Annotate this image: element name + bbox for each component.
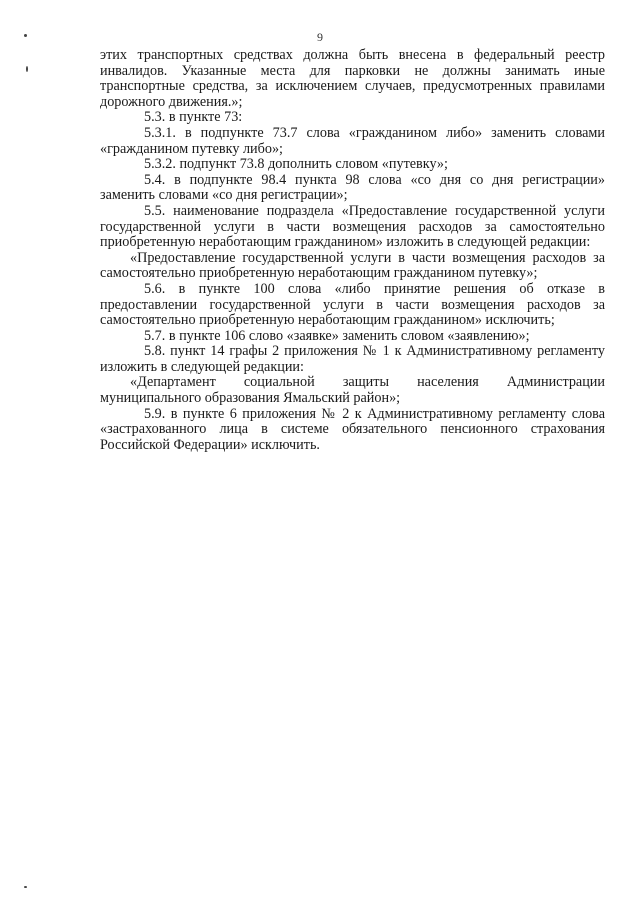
paragraph-5-3: 5.3. в пункте 73:: [144, 109, 243, 126]
document-body: [100, 48, 605, 453]
paragraph-5-9: 5.9. в пункте 6 приложения № 2 к Административному регламенту слова «застрахованного лица в системе обязательного пенсионного страхования Российской Федерации» исключить.: [100, 405, 605, 453]
paragraph-5-3-1: 5.3.1. в подпункте 73.7 слова «гражданином либо» заменить словами «гражданином путевку либо»;: [100, 124, 605, 157]
paragraph-quoted-department: «Департамент социальной защиты населения Администрации муниципального образования Ямальский район»;: [100, 374, 605, 407]
scan-dot-side: [26, 66, 28, 72]
paragraph-5-7: 5.7. в пункте 106 слово «заявке» заменить словом «заявлению»;: [144, 327, 530, 344]
scan-dot-bottom: [24, 886, 27, 888]
paragraph-5-5: 5.5. наименование подраздела «Предоставление государственной услуги государственной услуги в части возмещения расходов за самостоятельно приобретенную неработающим гражданином» изложить в следующей редакции:: [100, 202, 605, 251]
paragraph-quoted-title: «Предоставление государственной услуги в части возмещения расходов за самостоятельно приобретенную неработающим гражданином путевку»;: [100, 249, 605, 282]
page-number: 9: [317, 30, 323, 44]
paragraph-5-8: 5.8. пункт 14 графы 2 приложения № 1 к Административному регламенту изложить в следующей редакции:: [100, 343, 605, 375]
paragraph-5-3-2: 5.3.2. подпункт 73.8 дополнить словом «путевку»;: [144, 156, 448, 173]
paragraph-continuation: этих транспортных средствах должна быть внесена в федеральный реестр инвалидов. Указанные места для парковки не должны занимать иные транспортные средства, за исключением случаев, предусмотренных правилами дорожного движения.»;: [100, 47, 605, 110]
paragraph-5-4: 5.4. в подпункте 98.4 пункта 98 слова «со дня со дня регистрации» заменить словами «со дня регистрации»;: [100, 171, 605, 204]
paragraph-5-6: 5.6. в пункте 100 слова «либо принятие решения об отказе в предоставлении государственной услуги в части возмещения расходов за самостоятельно приобретенную неработающим гражданином» исключить;: [100, 280, 605, 329]
